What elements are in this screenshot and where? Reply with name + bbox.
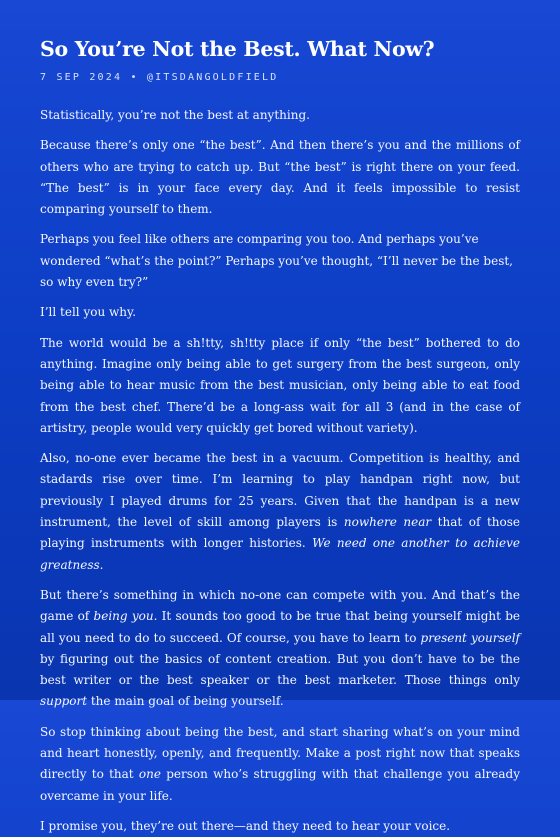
text-run: It sounds too good to be true that being yourself might be all you need to do to succeed. Of course, you have to learn to bbox=[40, 609, 520, 645]
paragraph-4 bbox=[40, 302, 520, 323]
paragraph-2 bbox=[40, 135, 520, 220]
text-run: by figuring out the basics of content creation. But you don’t have to be the best writer or the best speaker or the best marketer. Those things only bbox=[40, 651, 520, 688]
article-meta bbox=[40, 72, 520, 83]
text-run: Statistically, you’re not the best at anything. bbox=[40, 108, 310, 122]
paragraph-8 bbox=[40, 722, 520, 807]
meta-separator: • bbox=[130, 72, 139, 83]
text-run: So stop thinking about being the best, and start sharing what’s on your mind and heart honestly, openly, and frequently. Make a post right now that speaks directly to that bbox=[40, 724, 520, 782]
emphasis-text: We need one another to achieve greatness. bbox=[40, 536, 520, 572]
text-run: Because there’s only one “the best”. And then there’s you and the millions of others who are trying to catch up. But “the best” is right there on your feed. “The best” is in your face every day. And it feels impossible to resist comparing yourself to them. bbox=[40, 138, 520, 217]
paragraph-5 bbox=[40, 333, 520, 439]
article-date: 7 SEP 2024 bbox=[40, 72, 123, 83]
text-run: the main goal of being yourself. bbox=[87, 694, 284, 709]
text-run: I’ll tell you why. bbox=[40, 305, 137, 320]
text-run: Also, no-one ever became the best in a vacuum. Competition is healthy, and stadards rise over time. I’m learning to play handpan right now, but previously I played drums for 25 years. Given that the handpan is a new instrument, the level of skill among players is bbox=[40, 451, 520, 530]
article-title: So You’re Not the Best. What Now? bbox=[40, 37, 435, 61]
emphasis-text: nowhere near bbox=[343, 515, 432, 530]
paragraph-6 bbox=[40, 448, 520, 576]
text-run: The world would be a sh!tty, sh!tty place if only “the best” bothered to do anything. Imagine only being able to get surgery from the best surgeon, only being able to hear music from the best musician, only being able to eat food from the best chef. There’d be a long-ass wait for all 3 (and in the case of artistry, people would very quickly get bored without variety). bbox=[40, 335, 520, 435]
text-run: that of those playing instruments with longer histories. bbox=[40, 515, 521, 551]
paragraph-1 bbox=[40, 105, 520, 126]
text-run: Perhaps you feel like others are comparing you too. And perhaps you’ve wondered “what’s the point?” Perhaps you’ve thought, “I’ll never be the best, so why even try?” bbox=[40, 232, 513, 290]
text-run: person who’s struggling with that challenge you already overcame in your life. bbox=[40, 767, 520, 803]
emphasis-text: present yourself bbox=[420, 630, 520, 645]
emphasis-text: one bbox=[138, 767, 161, 782]
article-author: @ITSDANGOLDFIELD bbox=[146, 72, 279, 83]
article-body bbox=[40, 105, 520, 837]
emphasis-text: support bbox=[40, 694, 88, 709]
paragraph-9 bbox=[40, 816, 520, 837]
text-run: I promise you, they’re out there—and they need to hear your voice. bbox=[40, 818, 451, 833]
paragraph-7 bbox=[40, 585, 520, 713]
text-run: But there’s something in which no-one can compete with you. And that’s the game of bbox=[40, 587, 520, 624]
emphasis-text: being you. bbox=[93, 609, 158, 624]
paragraph-3 bbox=[40, 229, 520, 293]
